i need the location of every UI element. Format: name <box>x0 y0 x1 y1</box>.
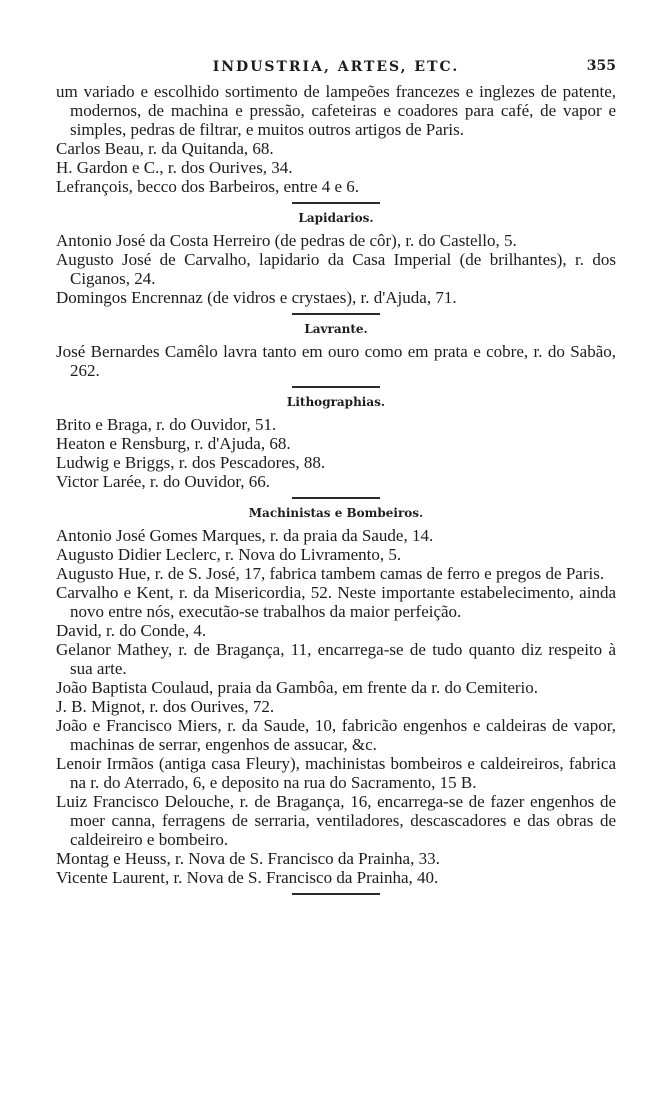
section-heading: Lithographias. <box>286 395 386 409</box>
directory-entry: José Bernardes Camêlo lavra tanto em ouro como em prata e cobre, r. do Sabão, 262. <box>56 342 616 380</box>
section-divider <box>292 202 380 204</box>
directory-entry: João Baptista Coulaud, praia da Gambôa, em frente da r. do Cemiterio. <box>56 678 539 697</box>
directory-entry: David, r. do Conde, 4. <box>56 621 207 640</box>
directory-entry: H. Gardon e C., r. dos Ourives, 34. <box>56 158 293 177</box>
section-lavrante <box>56 313 616 380</box>
directory-entry: Victor Larée, r. do Ouvidor, 66. <box>56 472 271 491</box>
intro-section <box>56 82 616 196</box>
section-heading: Lapidarios. <box>298 211 374 225</box>
section-divider <box>292 386 380 388</box>
directory-entry: João e Francisco Miers, r. da Saude, 10, fabricão engenhos e caldeiras de vapor, machinas de serrar, engenhos de assucar, &c. <box>56 716 616 754</box>
section-divider <box>292 313 380 315</box>
directory-entry: Lefrançois, becco dos Barbeiros, entre 4 e 6. <box>56 177 360 196</box>
directory-entry: Luiz Francisco Delouche, r. de Bragança, 16, encarrega-se de fazer engenhos de moer canna, ferragens de serraria, ventiladores, descascadores e das obras de caldeireiro e bombeiro. <box>56 792 616 849</box>
directory-entry: Montag e Heuss, r. Nova de S. Francisco da Prainha, 33. <box>56 849 440 868</box>
section-divider <box>292 497 380 499</box>
running-head <box>56 56 616 82</box>
directory-entry: J. B. Mignot, r. dos Ourives, 72. <box>56 697 275 716</box>
section-heading: Machinistas e Bombeiros. <box>248 506 424 520</box>
page-number: 355 <box>586 58 616 74</box>
directory-entry: Lenoir Irmãos (antiga casa Fleury), machinistas bombeiros e caldeireiros, fabrica na r. do Aterrado, 6, e deposito na rua do Sacramento, 15 B. <box>56 754 616 792</box>
directory-entry: Augusto Hue, r. de S. José, 17, fabrica tambem camas de ferro e pregos de Paris. <box>56 564 605 583</box>
directory-entry: Augusto Didier Leclerc, r. Nova do Livramento, 5. <box>56 545 402 564</box>
section-lithographias <box>56 386 616 491</box>
section-machinistas-bombeiros <box>56 497 616 895</box>
directory-entry: Ludwig e Briggs, r. dos Pescadores, 88. <box>56 453 326 472</box>
directory-entry: Vicente Laurent, r. Nova de S. Francisco da Prainha, 40. <box>56 868 439 887</box>
directory-entry: Carlos Beau, r. da Quitanda, 68. <box>56 139 274 158</box>
directory-entry: Antonio José Gomes Marques, r. da praia da Saude, 14. <box>56 526 434 545</box>
running-title: INDUSTRIA, ARTES, ETC. <box>212 59 460 75</box>
directory-entry: Augusto José de Carvalho, lapidario da Casa Imperial (de brilhantes), r. dos Ciganos, 24. <box>56 250 616 288</box>
directory-entry: Gelanor Mathey, r. de Bragança, 11, encarrega-se de tudo quanto diz respeito à sua arte. <box>56 640 616 678</box>
directory-entry: Brito e Braga, r. do Ouvidor, 51. <box>56 415 277 434</box>
directory-entry: Antonio José da Costa Herreiro (de pedras de côr), r. do Castello, 5. <box>56 231 517 250</box>
section-heading: Lavrante. <box>304 322 368 336</box>
book-page <box>56 56 616 895</box>
section-divider <box>292 893 380 895</box>
directory-entry: Heaton e Rensburg, r. d'Ajuda, 68. <box>56 434 291 453</box>
directory-entry: um variado e escolhido sortimento de lampeões francezes e inglezes de patente, modernos, de machina e pressão, cafeteiras e coadores para café, de vapor e simples, pedras de filtrar, e muitos outros artigos de Paris. <box>56 82 616 139</box>
section-lapidarios <box>56 202 616 307</box>
directory-entry: Domingos Encrennaz (de vidros e crystaes), r. d'Ajuda, 71. <box>56 288 457 307</box>
directory-entry: Carvalho e Kent, r. da Misericordia, 52. Neste importante estabelecimento, ainda novo entre nós, executão-se trabalhos da maior perfeição. <box>56 583 616 621</box>
